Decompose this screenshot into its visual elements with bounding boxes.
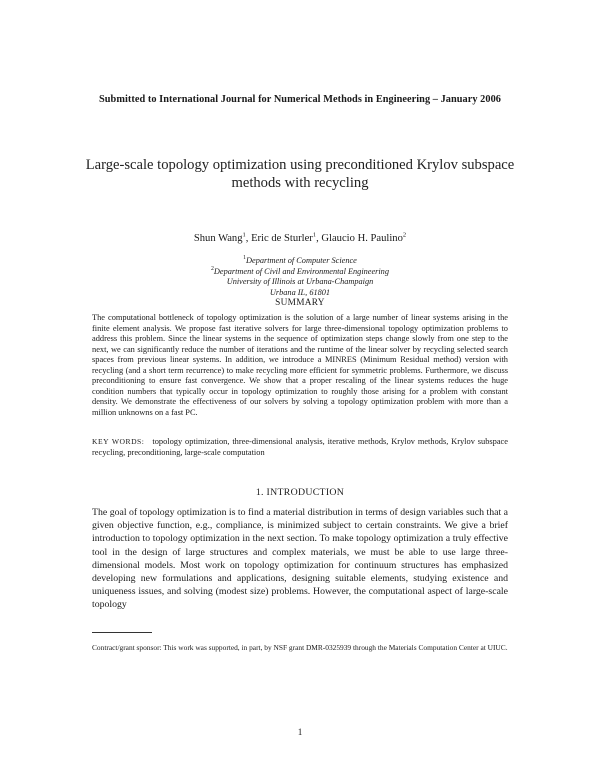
author-separator: , [316,233,322,244]
affiliation-text: Department of Civil and Environmental Engineering [213,266,389,276]
author-name: Glaucio H. Paulino [321,233,403,244]
affiliation-line [0,277,600,288]
affiliation-text: Urbana IL, 61801 [269,287,331,297]
author-list [0,233,600,244]
author-affiliation-mark: 1 [312,231,317,239]
author-affiliation-mark: 1 [242,231,246,239]
summary-text: The computational bottleneck of topology optimization is the solution of a large number of linear systems arising in the finite element analysis. We propose fast iterative solvers for large three-dimensional topology optimization problems to address this problem. Since the linear systems in the sequence of optimization steps change slowly from one step to the next, we can significantly reduce the number of iterations and the runtime of the linear solver by recycling selected search spaces from previous linear systems. In addition, we introduce a MINRES (Minimum Residual method) version with recycling (and a short term recurrence) to make recycling more efficient for symmetric problems. Furthermore, we discuss preconditioning to ensure fast convergence. We show that a proper rescaling of the linear systems reduces the huge condition numbers that typically occur in topology optimization to roughly those arising for a problem with constant density. We demonstrate the effectiveness of our solvers by solving a topology optimization problem with more than a million unknowns on a fast PC. [92,313,508,417]
introduction-text: The goal of topology optimization is to find a material distribution in terms of design variables such that a given objective function, e.g., compliance, is minimized subject to certain constraints. We give a brief introduction to topology optimization in the next section. To make topology optimization a truly effective tool in the design of large structures and complex materials, we must be able to use large three-dimensional models. Most work on topology optimization for continuum structures has emphasized developing new formulations and applications, designing suitable elements, studying existence and uniqueness issues, and solving (modest size) problems. However, the computational aspect of large-scale topology [92,507,508,611]
affiliations [0,256,600,298]
affiliation-text: University of Illinois at Urbana-Champaign [226,277,374,286]
author-name: Eric de Sturler [251,233,313,244]
keywords-text: topology optimization, three-dimensional analysis, iterative methods, Krylov methods, Krylov subspace recycling, preconditioning, large-scale computation [92,437,508,457]
author-affiliation-mark: 2 [402,231,407,239]
author-separator: , [245,233,252,244]
affiliation-mark: 1 [243,255,247,262]
footnote-text: Contract/grant sponsor: This work was supported, in part, by NSF grant DMR-0325939 through the Materials Computation Center at UIUC. [92,643,508,652]
author-name: Shun Wang [193,233,243,244]
page-number: 1 [297,727,303,737]
footnote-rule [92,632,152,633]
affiliation-line [0,267,600,278]
summary-heading: SUMMARY [275,298,325,308]
keywords-paragraph [92,437,508,458]
paper-title: Large-scale topology optimization using preconditioned Krylov subspace methods with recycling [85,157,515,191]
keywords-label: KEY WORDS: [92,437,145,446]
affiliation-mark: 2 [211,265,214,272]
submission-note: Submitted to International Journal for Numerical Methods in Engineering – January 2006 [99,94,501,105]
affiliation-line [0,256,600,267]
introduction-heading: 1. INTRODUCTION [255,487,345,498]
affiliation-text: Department of Computer Science [246,256,357,265]
affiliation-line [0,288,600,299]
